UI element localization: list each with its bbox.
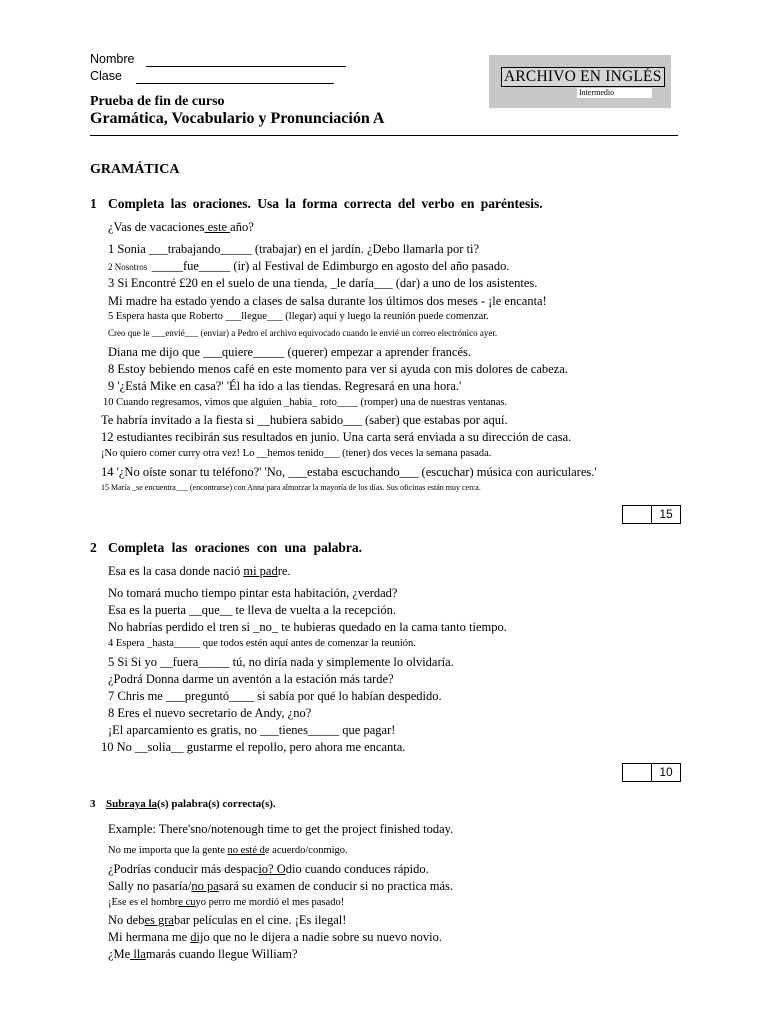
ex1-instruction: Completa las oraciones. Usa la forma correcta del verbo en paréntesis. — [108, 196, 543, 211]
ex1-item-4: Mi madre ha estado yendo a clases de salsa durante los últimos dos meses - ¡le encanta! — [108, 294, 547, 308]
ex2-number: 2 — [90, 540, 97, 555]
ex3-item-6: Mi hermana me dijo que no le dijera a nadie sobre su nuevo novio. — [108, 930, 442, 944]
ex3-example: Example: There'sno/notenough time to get the project finished today. — [108, 822, 454, 836]
ex2-item-4: 4 Espera _hasta_____ que todos estén aquí antes de comenzar la reunión. — [108, 638, 416, 649]
ex1-number: 1 — [90, 196, 97, 211]
ex1-item-3: 3 Si Encontré £20 en el suelo de una tienda, _le daría___ (dar) a uno de los asistentes. — [108, 276, 538, 290]
ex2-item-3: No habrías perdido el tren si _no_ te hubieras quedado en la cama tanto tiempo. — [108, 620, 507, 634]
ex1-item-8: 8 Estoy bebiendo menos café en este momento para ver si ayuda con mis dolores de cabeza. — [108, 362, 568, 376]
logo-title: ARCHIVO EN INGLÉS — [501, 67, 665, 87]
ex2-example: Esa es la casa donde nació mi padre. — [108, 564, 291, 578]
ex2-item-7: 7 Chris me ___preguntó____ si sabía por qué lo habían despedido. — [108, 689, 442, 703]
ex1-item-9: 9 '¿Está Mike en casa?' 'Él ha ido a las tiendas. Regresará en una hora.' — [108, 379, 462, 393]
ex1-item-5: 5 Espera hasta que Roberto ___llegue___ (llegar) aquí y luego la reunión puede comenzar. — [108, 311, 489, 322]
ex1-score-total: 15 — [659, 507, 673, 521]
ex3-number: 3 — [90, 798, 96, 810]
ex1-item-15: 15 María _se encuentra___ (encontrarse) con Anna para almorzar la mayoría de los días. Sus oficinas están muy cerca. — [101, 483, 481, 492]
ex1-example: ¿Vas de vacaciones este año? — [108, 220, 254, 234]
ex1-item-11: Te habría invitado a la fiesta si __hubiera sabido___ (saber) que estabas por aquí. — [101, 413, 508, 427]
ex2-item-5: 5 Si Si yo __fuera_____ tú, no diría nada y simplemente lo olvidaría. — [108, 655, 454, 669]
ex2-item-2: Esa es la puerta __que__ te lleva de vuelta a la recepción. — [108, 603, 397, 617]
nombre-field[interactable] — [146, 66, 346, 67]
ex2-score-input[interactable] — [623, 764, 652, 781]
ex2-score-box[interactable] — [622, 763, 681, 782]
ex3-item-5: No debes grabar películas en el cine. ¡Es ilegal! — [108, 913, 347, 927]
header-rule — [90, 135, 678, 136]
ex1-item-12: 12 estudiantes recibirán sus resultados en junio. Una carta será enviada a su dirección de casa. — [101, 430, 572, 444]
publisher-logo — [489, 55, 671, 108]
ex1-item-14: 14 '¿No oíste sonar tu teléfono?' 'No, ___estaba escuchando___ (escuchar) música con auriculares.' — [101, 465, 597, 479]
clase-field[interactable] — [136, 83, 334, 84]
ex3-item-4: ¡Ese es el hombre cuyo perro me mordió el mes pasado! — [108, 897, 345, 908]
ex1-item-10: 10 Cuando regresamos, vimos que alguien _habia_ roto____ (romper) una de nuestras ventanas. — [103, 397, 508, 408]
ex2-instruction: Completa las oraciones con una palabra. — [108, 540, 363, 555]
ex1-item-7: Diana me dijo que ___quiere_____ (querer) empezar a aprender francés. — [108, 345, 472, 359]
ex1-score-input[interactable] — [623, 506, 652, 523]
clase-label: Clase — [90, 69, 122, 83]
ex1-item-13: ¡No quiero comer curry otra vez! Lo __hemos tenido___ (tener) dos veces la semana pasada. — [101, 448, 492, 459]
ex1-item-6: Creo que le ___envié___ (enviar) a Pedro el archivo equivocado cuando le envié un correo electrónico ayer. — [108, 328, 498, 338]
ex2-item-6: ¿Podrá Donna darme un aventón a la estación más tarde? — [108, 672, 394, 686]
nombre-label: Nombre — [90, 52, 135, 66]
ex3-item-3: Sally no pasaría/no pasará su examen de conducir si no practica más. — [108, 879, 454, 893]
ex2-item-9: ¡El aparcamiento es gratis, no ___tienes_____ que pagar! — [108, 723, 396, 737]
ex2-item-8: 8 Eres el nuevo secretario de Andy, ¿no? — [108, 706, 312, 720]
ex1-item-2: 2 Nosotros _____fue_____ (ir) al Festival de Edimburgo en agosto del año pasado. — [108, 259, 510, 273]
ex3-instruction: Subraya la(s) palabra(s) correcta(s). — [106, 798, 276, 810]
logo-level: Intermedio — [577, 88, 652, 98]
ex3-item-1: No me importa que la gente no esté de acuerdo/conmigo. — [108, 845, 348, 856]
ex1-score-box[interactable] — [622, 505, 681, 524]
ex3-item-7: ¿Me llamarás cuando llegue William? — [108, 947, 298, 961]
ex1-item-1: 1 Sonia ___trabajando_____ (trabajar) en el jardín. ¿Debo llamarla por ti? — [108, 242, 480, 256]
test-title: Gramática, Vocabulario y Pronunciación A — [90, 110, 385, 127]
section-title: GRAMÁTICA — [90, 162, 180, 177]
ex2-score-total: 10 — [659, 765, 673, 779]
test-subtitle: Prueba de fin de curso — [90, 94, 225, 109]
ex3-item-2: ¿Podrías conducir más despacio? Odio cuando conduces rápido. — [108, 862, 429, 876]
ex2-item-1: No tomará mucho tiempo pintar esta habitación, ¿verdad? — [108, 586, 398, 600]
ex2-item-10: 10 No __solía__ gustarme el repollo, pero ahora me encanta. — [101, 740, 406, 754]
